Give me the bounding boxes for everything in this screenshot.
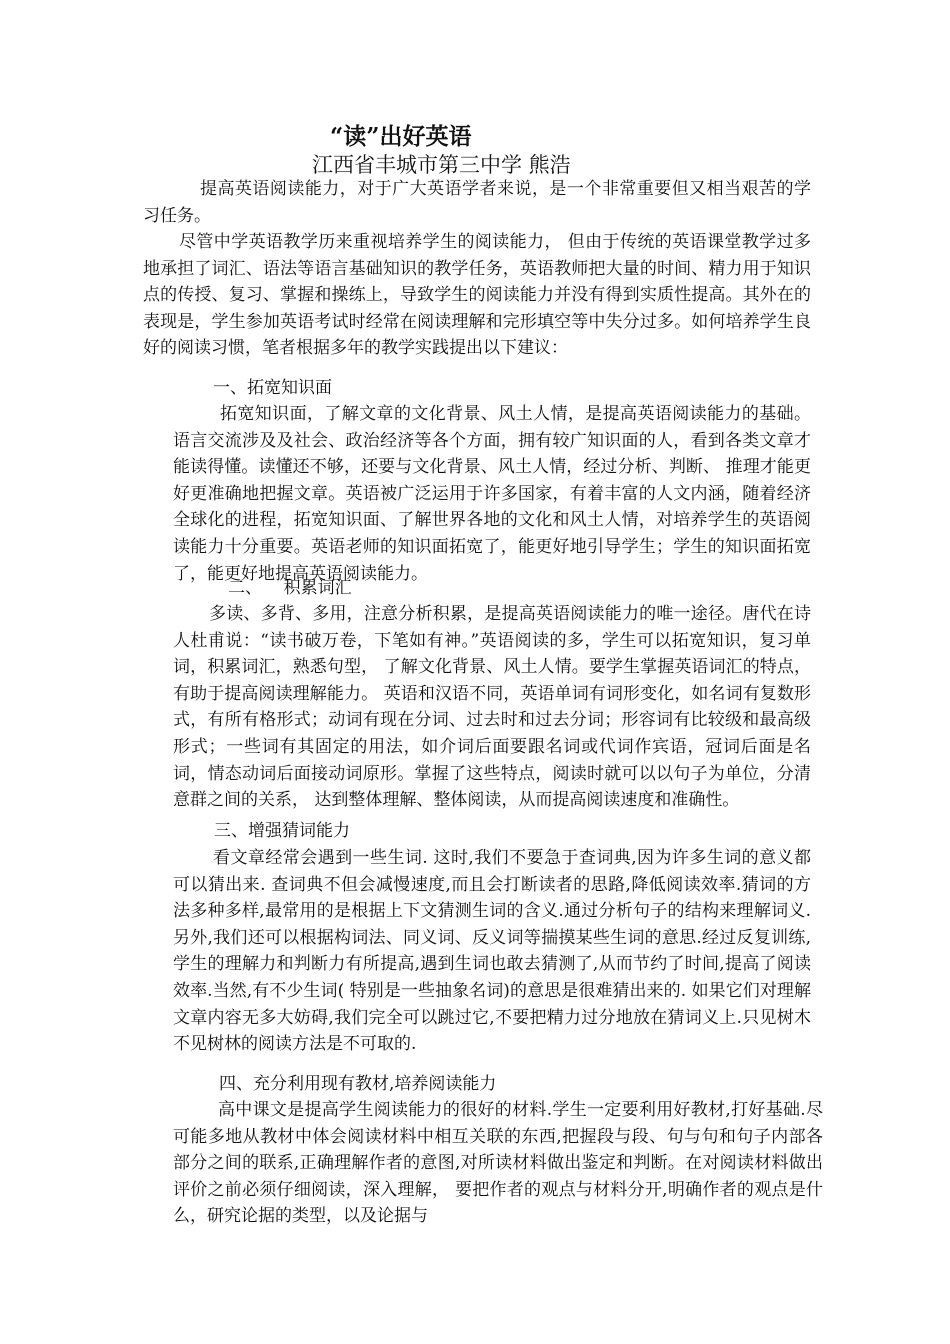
section-4-body: 高中课文是提高学生阅读能力的很好的材料.学生一定要利用好教材,打好基础.尽可能多地从教材中体会阅读材料中相互关联的东西,把握段与段、句与句和句子内部各部分之间的联系,正确理解作者的意图,对所读材料做出鉴定和判断。在对阅读材料做出评价之前必须仔细阅读，深入理解， 要把作者的观点与材料分开,明确作者的观点是什么，研究论据的类型，以及论据与: [173, 1100, 823, 1227]
intro-paragraph-1: 提高英语阅读能力，对于广大英语学者来说，是一个非常重要但又相当艰苦的学习任务。: [143, 179, 811, 226]
section-3-body: 看文章经常会遇到一些生词. 这时,我们不要急于查词典,因为许多生词的意义都可以猜出来. 查词典不但会减慢速度,而且会打断读者的思路,降低阅读效率.猜词的方法多种多样,最常用的是根据上下文猜测生词的含义.通过分析句子的结构来理解词义.另外,我们还可以根据构词法、同义词、反义词等揣摸某些生词的意思.经过反复训练,学生的理解力和判断力有所提高,遇到生词也敢去猜测了,从而节约了时间,提高了阅读效率.当然,有不少生词( 特别是一些抽象名词)的意思是很难猜出来的. 如果它们对理解文章内容无多大妨碍,我们完全可以跳过它,不要把精力过分地放在猜词义上.只见树木不见树林的阅读方法是不可取的.: [173, 848, 811, 1055]
section-3-heading: 三、增强猜词能力: [214, 821, 350, 841]
section-1-body: 拓宽知识面，了解文章的文化背景、风土人情，是提高英语阅读能力的基础。语言交流涉及及社会、政治经济等各个方面，拥有较广知识面的人，看到各类文章才能读得懂。读懂还不够，还要与文化背景、风土人情，经过分析、判断、 推理才能更好更准确地把握文章。英语被广泛运用于许多国家，有着丰富的人文内涵，随着经济全球化的进程，拓宽知识面、了解世界各地的文化和风土人情，对培养学生的英语阅读能力十分重要。英语老师的知识面拓宽了，能更好地引导学生；学生的知识面拓宽了，能更好地提高英语阅读能力。: [173, 404, 811, 584]
intro-paragraph-2: 尽管中学英语教学历来重视培养学生的阅读能力， 但由于传统的英语课堂教学过多地承担了词汇、语法等语言基础知识的教学任务，英语教师把大量的时间、精力用于知识点的传授、复习、掌握和操练上，导致学生的阅读能力并没有得到实质性提高。其外在的表现是，学生参加英语考试时经常在阅读理解和完形填空等中失分过多。如何培养学生良好的阅读习惯，笔者根据多年的教学实践提出以下建议：: [143, 232, 811, 359]
section-2-body: 多读、多背、多用，注意分析积累，是提高英语阅读能力的唯一途径。唐代在诗人杜甫说：“读书破万卷，下笔如有神。”英语阅读的多，学生可以拓宽知识，复习单词，积累词汇，熟悉句型， 了解文化背景、风土人情。要学生掌握英语词汇的特点，有助于提高阅读理解能力。 英语和汉语不同，英语单词有词形变化，如名词有复数形式，有所有格形式；动词有现在分词、过去时和过去分词；形容词有比较级和最高级形式；一些词有其固定的用法，如介词后面要跟名词或代词作宾语，冠词后面是名词，情态动词后面接动词原形。掌握了这些特点，阅读时就可以以句子为单位，分清意群之间的关系， 达到整体理解、整体阅读，从而提高阅读速度和准确性。: [173, 604, 811, 811]
section-1-heading: 一、拓宽知识面: [213, 378, 332, 398]
section-2-heading: 二、 积累词汇: [228, 578, 352, 598]
document-title: “读”出好英语: [330, 123, 472, 150]
section-4-heading: 四、充分利用现有教材,培养阅读能力: [219, 1074, 497, 1094]
author-byline: 江西省丰城市第三中学 熊浩: [312, 153, 571, 177]
